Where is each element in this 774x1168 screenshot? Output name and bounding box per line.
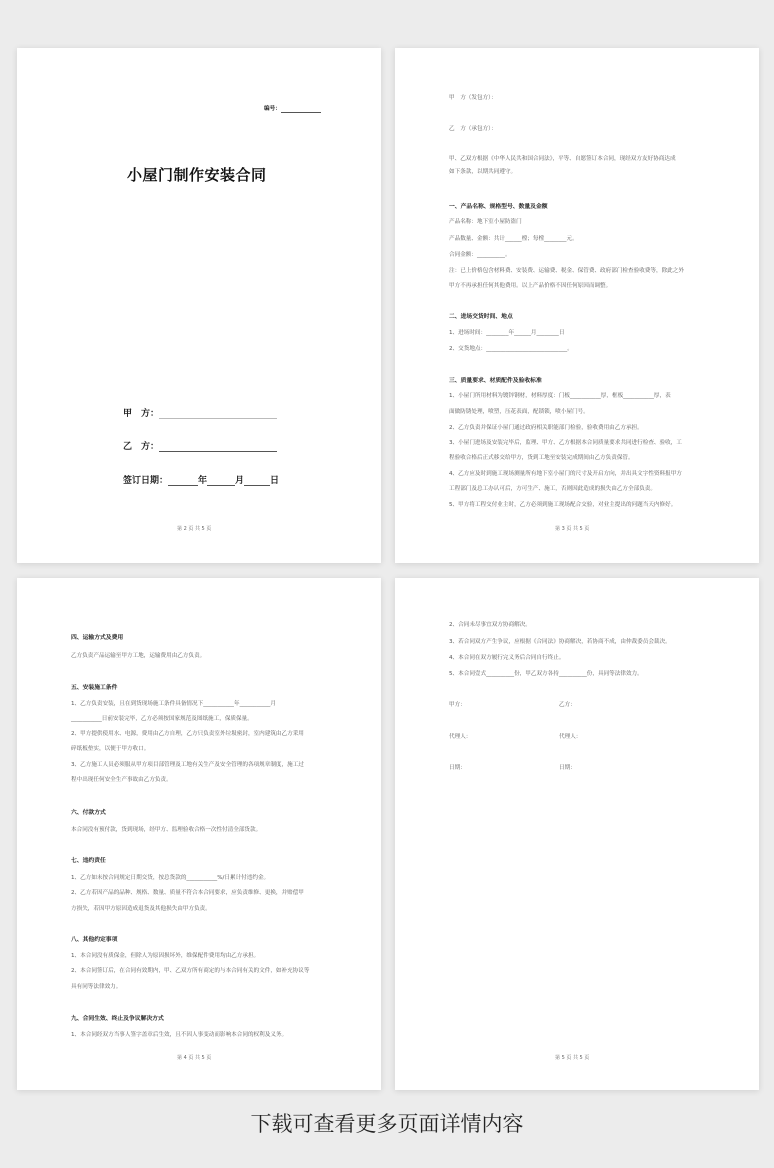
text-line: 4、本合同在双方履行完义务后合同自行终止。 bbox=[449, 655, 565, 661]
day-label: 日 bbox=[270, 476, 280, 486]
sign-date-a: 日期： bbox=[449, 765, 466, 771]
sign-party-a: 甲方： bbox=[449, 702, 466, 708]
section-heading: 八、其他约定事项 bbox=[71, 937, 118, 943]
contract-page-4 bbox=[395, 578, 759, 1090]
sign-party-b: 乙方： bbox=[559, 702, 576, 708]
text-line: 3、乙方施工人员必须服从甲方项目部管理及工地有关生产及安全管理的各项规章制度，施工过 bbox=[71, 762, 304, 768]
text-line: 如下条款，以期共同遵守。 bbox=[449, 169, 517, 175]
text-line: 碎纸板垫实，以便于甲方收口。 bbox=[71, 746, 150, 752]
sign-date-label: 签订日期： bbox=[123, 476, 169, 486]
contract-title: 小屋门制作安装合同 bbox=[127, 166, 267, 184]
section-heading: 二、进场交货时间、地点 bbox=[449, 314, 513, 320]
text-line: 5、甲方将工程交付业主时，乙方必须到施工现场配合交验，对业主提出的问题当天内修好。 bbox=[449, 502, 677, 508]
text-line: 2、本合同签订后，在合同有效期内，甲、乙双方所有商定的与本合同有关的文件，如补充协议等 bbox=[71, 968, 310, 974]
text-line: 程中出现任何安全生产事故由乙方负责。 bbox=[71, 777, 172, 783]
text-line: 3、若合同双方产生争议，应根据《合同法》协商解决，若协商不成，由仲裁委员会裁决。 bbox=[449, 639, 671, 645]
text-line: 2、交货地点：_____________________________。 bbox=[449, 346, 573, 352]
party-b-row bbox=[123, 439, 277, 452]
text-line: 2、合同未尽事宜双方协商解决。 bbox=[449, 622, 531, 628]
text-line: 1、本合同经双方当事人签字盖章后生效，且不因人事变动而影响本合同的权利及义务。 bbox=[71, 1032, 288, 1038]
section-heading: 一、产品名称、规格型号、数量及金额 bbox=[449, 204, 548, 210]
text-line: 2、乙方若因产品的品种、规格、数量、质量不符合本合同要求，应负责维修、更换，并赔偿甲 bbox=[71, 890, 304, 896]
contract-number-row bbox=[264, 103, 321, 113]
text-line: 本合同没有预付款，货到现场，经甲方、监理验收合格一次性付清全部货款。 bbox=[71, 827, 262, 833]
text-line: 合同金额：__________。 bbox=[449, 252, 511, 258]
text-line: 注：已上价格包含材料费、安装费、运输费、税金、保管费、政府部门检查验收费等，除此之外 bbox=[449, 268, 684, 274]
text-line: 甲方不再承担任何其他费用。以上产品价格不因任何原因而调整。 bbox=[449, 283, 612, 289]
day-blank bbox=[244, 476, 270, 486]
text-line: 乙 方（承包方）： bbox=[449, 126, 497, 132]
section-heading: 五、安装施工条件 bbox=[71, 685, 118, 691]
party-a-blank bbox=[159, 409, 277, 419]
contract-number-label: 编号： bbox=[264, 106, 281, 112]
text-line: 5、本合同壹式__________份，甲乙双方各持__________份，具同等法律效力。 bbox=[449, 671, 643, 677]
text-line: 方损失，若因甲方原因造成退货及其他损失由甲方负责。 bbox=[71, 906, 211, 912]
text-line: 工程部门及总工办认可后，方可生产、施工，否则因此造成的损失由乙方全部负责。 bbox=[449, 486, 656, 492]
text-line: 2、乙方负责并保证小屋门通过政府相关职能部门检验，验收费用由乙方承担。 bbox=[449, 425, 643, 431]
text-line: 甲、乙双方根据《中华人民共和国合同法》，平等、自愿签订本合同，现经双方友好协商达成 bbox=[449, 156, 676, 162]
text-line: 4、乙方应及时到施工现场测量所有地下室小屋门的尺寸及开启方向，并出具文字性资料报甲方 bbox=[449, 471, 682, 477]
contract-page-3 bbox=[17, 578, 381, 1090]
section-heading: 四、运输方式及费用 bbox=[71, 635, 124, 641]
contract-page-cover bbox=[17, 48, 381, 563]
contract-page-2 bbox=[395, 48, 759, 563]
section-heading: 九、合同生效、终止及争议解决方式 bbox=[71, 1016, 164, 1022]
party-a-row bbox=[123, 406, 277, 419]
download-caption: 下载可查看更多页面详情内容 bbox=[250, 1112, 524, 1136]
text-line: 2、甲方提供使用水、电源，费用由乙方自理，乙方只负责室外垃圾密封，室内建筑由乙方采用 bbox=[71, 731, 304, 737]
page-footer: 第 3 页 共 5 页 bbox=[555, 526, 590, 532]
text-line: 1、小屋门所用材料为镀锌钢材，材料厚度：门板___________厚，框板___________厚，表 bbox=[449, 393, 671, 399]
text-line: 具有同等法律效力。 bbox=[71, 984, 122, 990]
year-blank bbox=[168, 476, 198, 486]
page-footer: 第 2 页 共 5 页 bbox=[177, 526, 212, 532]
page-footer: 第 5 页 共 5 页 bbox=[555, 1055, 590, 1061]
month-blank bbox=[207, 476, 235, 486]
text-line: 面做防锈处理，喷塑，压花表面，配锁锁，喷小屋门号。 bbox=[449, 409, 589, 415]
sign-agent-b: 代理人： bbox=[559, 734, 582, 740]
party-a-label: 甲 方： bbox=[123, 409, 160, 419]
text-line: 产品名称：地下室小屋防盗门 bbox=[449, 219, 522, 225]
section-heading: 三、质量要求、材质配件及验收标准 bbox=[449, 378, 542, 384]
month-label: 月 bbox=[235, 476, 245, 486]
text-line: 3、小屋门进场及安装完毕后，监理、甲方、乙方根据本合同质量要求共同进行检查、验收，工 bbox=[449, 440, 682, 446]
sign-date-row bbox=[123, 473, 279, 486]
text-line: 程验收合格后正式移交给甲方，货到工地至安装完成期间由乙方负责保管。 bbox=[449, 455, 634, 461]
text-line: 甲 方（发包方）： bbox=[449, 95, 497, 101]
year-label: 年 bbox=[198, 476, 208, 486]
party-b-blank bbox=[159, 442, 277, 452]
contract-number-blank bbox=[281, 103, 321, 113]
text-line: 1、乙方负责安装，且在到货现场施工条件具备情况下___________年___________月 bbox=[71, 701, 276, 707]
page-footer: 第 4 页 共 5 页 bbox=[177, 1055, 212, 1061]
sign-agent-a: 代理人： bbox=[449, 734, 472, 740]
text-line: 乙方负责产品运输至甲方工地，运输费用由乙方负责。 bbox=[71, 653, 206, 659]
section-heading: 六、付款方式 bbox=[71, 810, 106, 816]
text-line: 1、进场时间：________年______月________日 bbox=[449, 330, 565, 336]
text-line: ___________日前安装完毕，乙方必须按国家规范及图纸施工，保质保量。 bbox=[71, 716, 253, 722]
text-line: 产品数量、金额：共计______樘；每樘________元。 bbox=[449, 236, 578, 242]
section-heading: 七、违约责任 bbox=[71, 858, 106, 864]
text-line: 1、乙方如未按合同规定日期交货，按总货款的___________%/日累计付违约金。 bbox=[71, 875, 270, 881]
sign-date-b: 日期： bbox=[559, 765, 576, 771]
party-b-label: 乙 方： bbox=[123, 442, 160, 452]
text-line: 1、本合同没有质保金，但除人为原因损坏外，维保配件费用均由乙方承担。 bbox=[71, 953, 260, 959]
